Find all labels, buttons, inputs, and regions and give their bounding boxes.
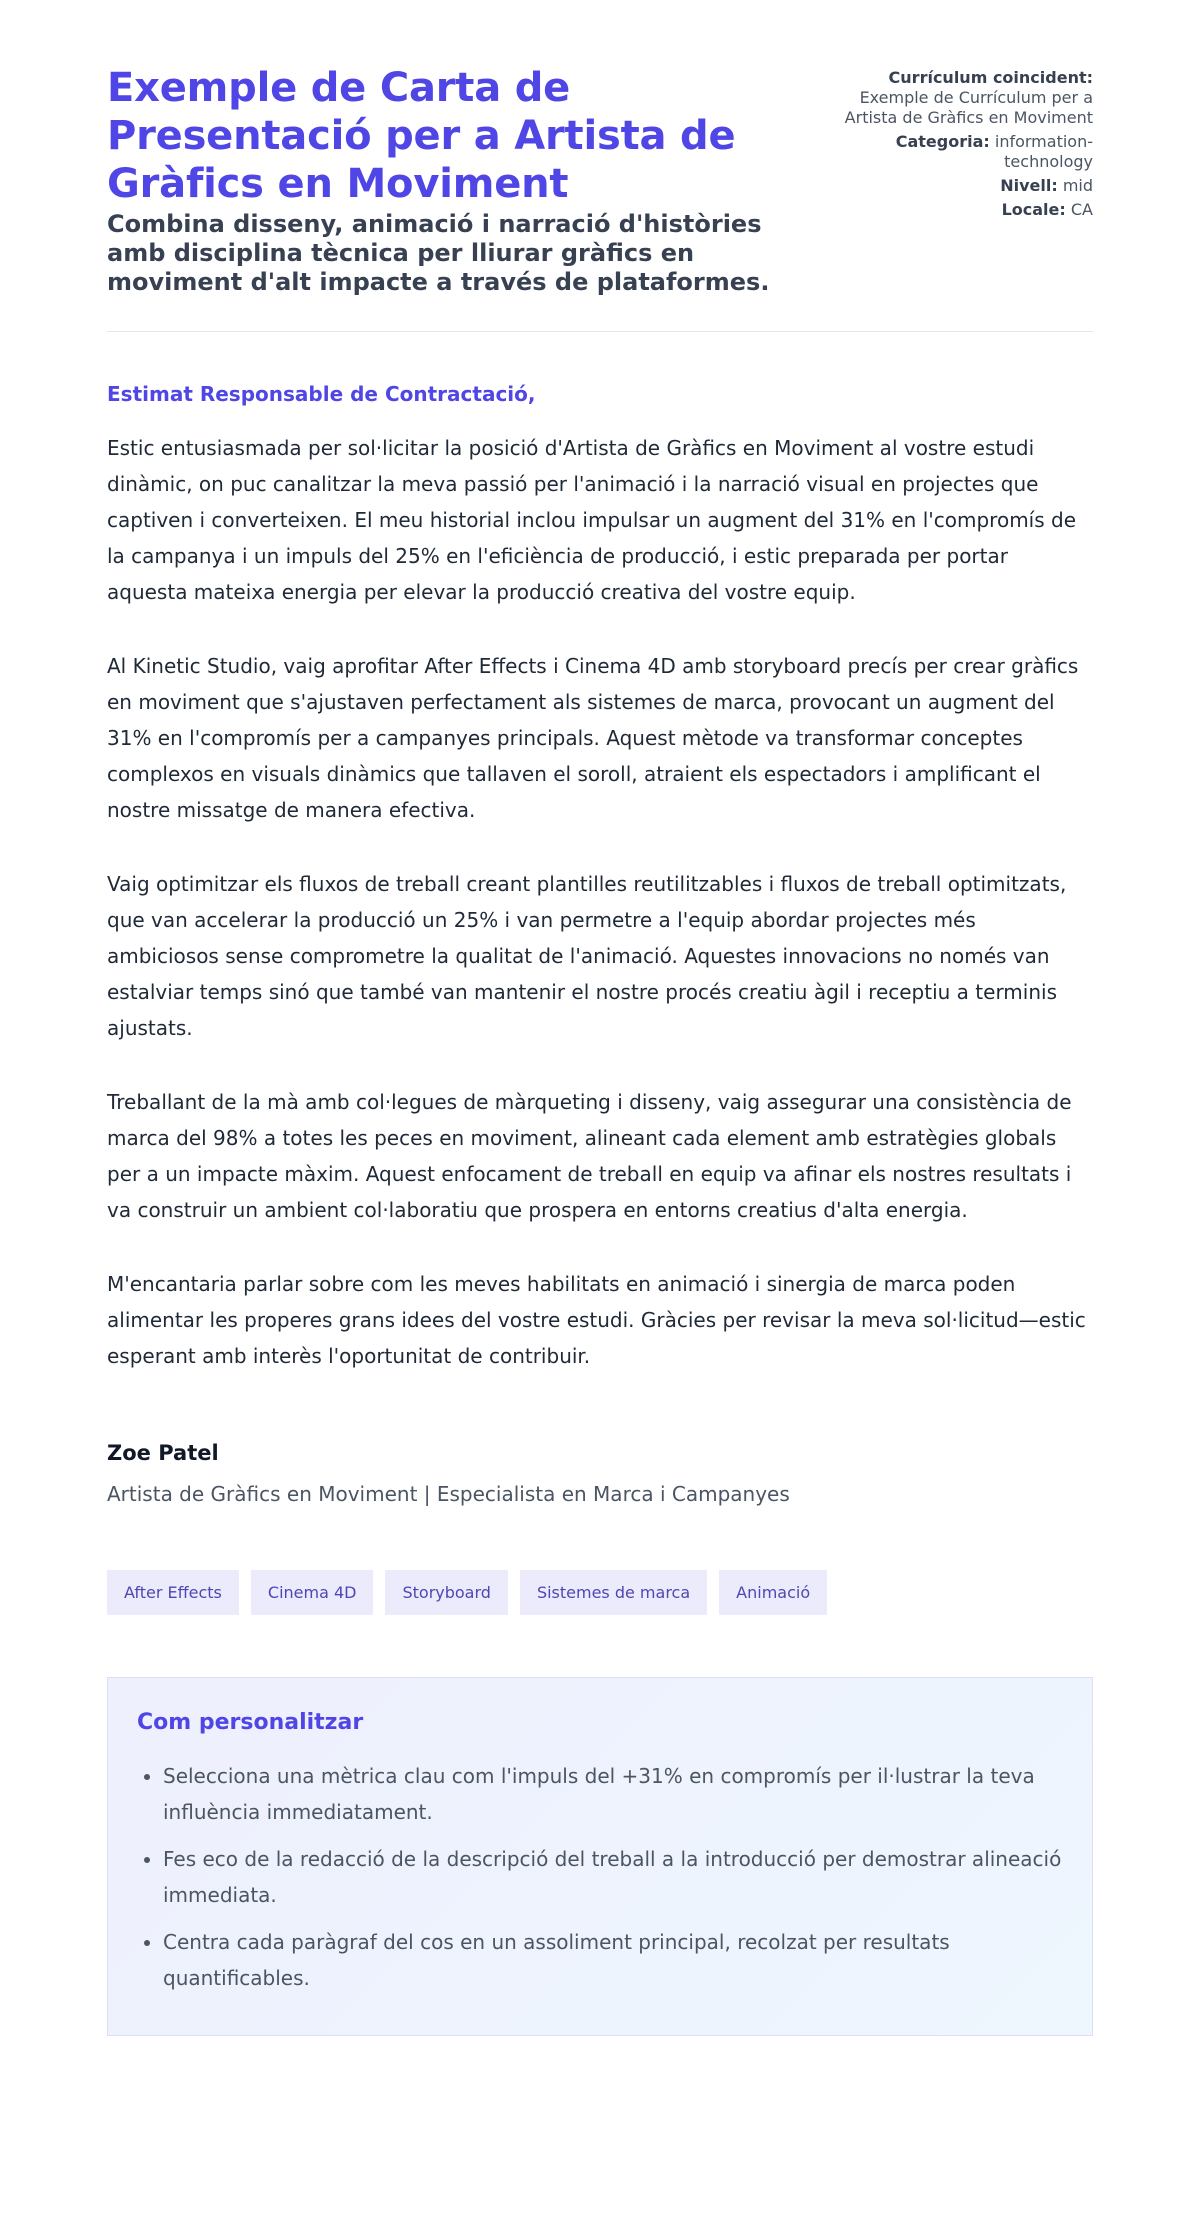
letter-paragraph: Vaig optimitzar els fluxos de treball creant plantilles reutilitzables i fluxos de treball optimitzats, que van accelerar la producció un 25% i van permetre a l'equip abordar projectes més ambiciosos sense comprometre la qualitat de l'animació. Aquestes innovacions no només van estalviar temps sinó que també van mantenir el nostre procés creatiu àgil i receptiu a terminis ajustats. — [107, 872, 1067, 1040]
meta-resume-value: Exemple de Currículum per a Artista de Gràfics en Moviment — [844, 88, 1093, 127]
skill-tag: After Effects — [107, 1570, 239, 1615]
page-header — [107, 64, 1093, 332]
page-title: Exemple de Carta de Presentació per a Artista de Gràfics en Moviment — [107, 65, 736, 207]
skill-tag: Animació — [719, 1570, 827, 1615]
meta-locale-label: Locale: — [1001, 200, 1066, 219]
letter-paragraph: Estic entusiasmada per sol·licitar la posició d'Artista de Gràfics en Moviment al vostre estudi dinàmic, on puc canalitzar la meva passió per l'animació i la narració visual en projectes que captiven i converteixen. El meu historial inclou impulsar un augment del 31% en l'compromís de la campanya i un impuls del 25% en l'eficiència de producció, i estic preparada per portar aquesta mateixa energia per elevar la producció creativa del vostre equip. — [107, 436, 1077, 604]
meta-category-label: Categoria: — [895, 132, 990, 151]
skill-tag: Sistemes de marca — [520, 1570, 707, 1615]
skill-tag: Cinema 4D — [251, 1570, 374, 1615]
page-subtitle: Combina disseny, animació i narració d'històries amb disciplina tècnica per lliurar gràfics en moviment d'alt impacte a través de plataformes. — [107, 210, 770, 296]
meta-category-value: information-technology — [994, 132, 1093, 171]
tip-item: • Selecciona una mètrica clau com l'impuls del +31% en compromís per il·lustrar la teva influència immediatament. — [163, 1758, 1063, 1830]
meta-locale-value: CA — [1070, 200, 1093, 219]
letter-paragraph: Treballant de la mà amb col·legues de màrqueting i disseny, vaig assegurar una consistència de marca del 98% a totes les peces en moviment, alineant cada element amb estratègies globals per a un impacte màxim. Aquest enfocament de treball en equip va afinar els nostres resultats i va construir un ambient col·laboratiu que prospera en entorns creatius d'alta energia. — [107, 1090, 1072, 1222]
tips-title: Com personalitzar — [137, 1710, 364, 1735]
meta-resume-label: Currículum coincident: — [888, 68, 1093, 87]
meta-level-label: Nivell: — [1000, 176, 1058, 195]
signature-block — [107, 1438, 1093, 1508]
meta-resume — [833, 68, 1093, 128]
tips-list — [137, 1758, 1063, 1996]
meta-locale — [833, 200, 1093, 220]
signature-title: Artista de Gràfics en Moviment | Especialista en Marca i Campanyes — [107, 1482, 790, 1506]
letter-paragraph: Al Kinetic Studio, vaig aprofitar After Effects i Cinema 4D amb storyboard precís per crear gràfics en moviment que s'ajustaven perfectament als sistemes de marca, provocant un augment del 31% en l'compromís per a campanyes principals. Aquest mètode va transformar conceptes complexos en visuals dinàmics que tallaven el soroll, atraient els espectadors i amplificant el nostre missatge de manera efectiva. — [107, 654, 1079, 822]
letter-paragraph: M'encantaria parlar sobre com les meves habilitats en animació i sinergia de marca poden alimentar les properes grans idees del vostre estudi. Gràcies per revisar la meva sol·licitud—estic esperant amb interès l'oportunitat de contribuir. — [107, 1272, 1086, 1368]
tip-item: • Centra cada paràgraf del cos en un assoliment principal, recolzat per resultats quantificables. — [163, 1924, 1063, 1996]
customization-tips-box — [107, 1677, 1093, 2036]
meta-panel — [833, 64, 1093, 224]
meta-level — [833, 176, 1093, 196]
letter-greeting: Estimat Responsable de Contractació, — [107, 382, 536, 406]
tip-item: • Fes eco de la redacció de la descripció del treball a la introducció per demostrar alineació immediata. — [163, 1841, 1063, 1913]
skill-tags — [107, 1570, 1093, 1615]
signature-name: Zoe Patel — [107, 1441, 219, 1465]
header-title-block — [107, 64, 807, 297]
letter-body — [107, 430, 1093, 1374]
meta-category — [833, 132, 1093, 172]
meta-level-value: mid — [1062, 176, 1093, 195]
skill-tag: Storyboard — [385, 1570, 507, 1615]
